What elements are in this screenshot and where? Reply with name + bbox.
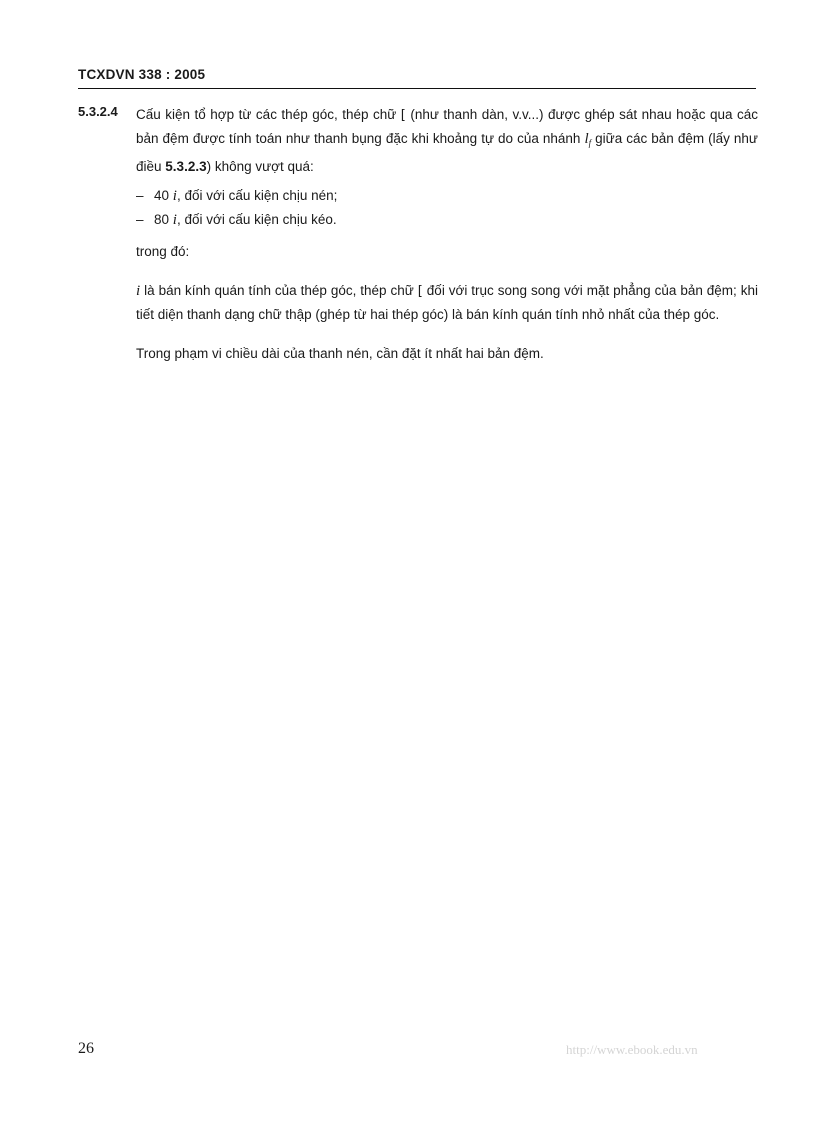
definition-paragraph xyxy=(136,279,758,326)
def-var: i xyxy=(136,283,141,299)
final-paragraph: Trong phạm vi chiều dài của thanh nén, cần đặt ít nhất hai bản đệm. xyxy=(136,346,544,361)
list-text: , đối với cấu kiện chịu kéo. xyxy=(176,212,337,227)
where-label: trong đó: xyxy=(136,244,190,259)
list-item xyxy=(136,208,758,232)
clause-body xyxy=(136,103,758,365)
list-var: i xyxy=(172,188,177,204)
clause-reference: 5.3.2.3 xyxy=(165,159,207,174)
list-value: 40 xyxy=(154,188,170,203)
list-item xyxy=(136,184,758,208)
standard-header: TCXDVN 338 : 2005 xyxy=(78,67,206,82)
list-dash: – xyxy=(136,188,144,203)
clause-intro-paragraph xyxy=(136,103,758,178)
def-bracket-symbol: [ xyxy=(417,284,423,299)
header-rule xyxy=(78,88,756,89)
watermark-url: http://www.ebook.edu.vn xyxy=(566,1042,698,1057)
list-text: , đối với cấu kiện chịu nén; xyxy=(176,188,338,203)
intro-text-d: ) không vượt quá: xyxy=(206,159,314,174)
def-text-b: đối với trục song song với mặt phẳng của bản đệm; khi tiết diện thanh dạng chữ thập (ghép từ hai thép góc) là bán kính quán tính nhỏ nhất của thép góc. xyxy=(136,283,759,322)
clause-number: 5.3.2.4 xyxy=(78,104,118,119)
page-number: 26 xyxy=(78,1040,94,1057)
intro-text-b: (như thanh dàn, v.v...) được ghép sát nhau hoặc qua các bản đệm được tính toán như thanh bụng đặc khi khoảng tự do của nhánh xyxy=(136,107,758,146)
intro-text-a: Cấu kiện tổ hợp từ các thép góc, thép chữ xyxy=(136,107,397,122)
limit-list xyxy=(136,184,758,232)
intro-text-c: giữa các bản đệm (lấy như điều xyxy=(136,131,758,174)
list-var: i xyxy=(172,212,177,228)
list-value: 80 xyxy=(154,212,170,227)
list-dash: – xyxy=(136,212,144,227)
lf-main: l xyxy=(584,131,589,147)
lf-subscript: f xyxy=(588,138,592,148)
def-text-a: là bán kính quán tính của thép góc, thép chữ xyxy=(144,283,414,298)
lf-symbol xyxy=(584,131,591,147)
channel-bracket-symbol: [ xyxy=(400,108,406,123)
